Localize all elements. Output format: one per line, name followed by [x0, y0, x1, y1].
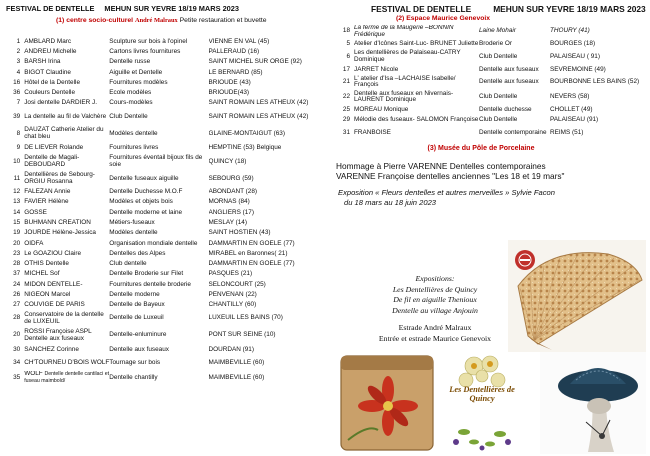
table-row — [6, 218, 324, 228]
exhibitor-table-left — [6, 37, 324, 385]
row-activity: Dentelle russe — [109, 58, 151, 66]
row-name: Dentelle de Magali-DEBOUDARD — [24, 154, 80, 169]
row-name: AMBLARD Marc — [24, 37, 72, 45]
table-row — [6, 249, 324, 259]
row-activity: Modèles dentelle — [109, 129, 158, 137]
table-row — [338, 65, 644, 75]
row-number: 36 — [13, 89, 21, 97]
row-number: 28 — [13, 314, 21, 322]
row-name: Le GOAZIOU Claire — [24, 249, 82, 257]
left-header-festival: FESTIVAL DE DENTELLE — [6, 4, 95, 13]
porcelain-medal-image — [514, 248, 536, 272]
row-number: 7 — [16, 99, 21, 107]
row-city: CHANTILLY (60) — [208, 301, 257, 309]
exhibitor-table-left-last — [6, 371, 324, 385]
section-3-title: (3) Musée du Pôle de Porcelaine — [427, 145, 535, 152]
estrade-line-2: Entrée et estrade Maurice Genevoix — [378, 333, 492, 343]
row-activity: Dentelle de Luxeuil — [109, 314, 164, 322]
row-activity: Sculpture sur bois à l'opinel — [109, 37, 188, 45]
row-city: HEMPTINE (53) Belgique — [208, 143, 282, 151]
row-activity: Métiers-fuseaux — [109, 218, 155, 226]
row-name: Atelier d'Icônes Saint-Luc- BRUNET Juliette — [354, 39, 479, 47]
row-name: Dentelle aux fuseaux en Nivernais-LAURENT Dominique — [354, 89, 454, 104]
row-activity: Dentelle aux fuseaux — [479, 65, 539, 73]
section-1-note: Petite restauration et buvette — [179, 17, 267, 24]
row-activity: Tournage sur bois — [109, 358, 161, 366]
table-row — [6, 171, 324, 187]
row-name: DAUZAT Catherie Atelier du chat bleu — [24, 126, 104, 141]
right-header — [371, 4, 644, 14]
row-city: ANGLIERS (17) — [208, 208, 254, 216]
table-row — [6, 301, 324, 311]
table-row — [338, 39, 644, 49]
row-number: 34 — [13, 358, 21, 366]
row-city: SAINT ROMAIN LES ATHEUX (42) — [208, 112, 309, 120]
row-activity: Aiguille et Dentelle — [109, 68, 163, 76]
row-number: 20 — [13, 331, 21, 339]
row-name: FRANBOISE — [354, 128, 391, 136]
row-city: MIRABEL en Baronnes( 21) — [208, 249, 288, 257]
row-number: 5 — [346, 39, 350, 47]
row-city: PALLERAUD (16) — [208, 47, 260, 55]
row-activity: Club Dentelle — [479, 116, 518, 124]
row-activity: Club Dentelle — [479, 92, 518, 100]
lace-hat-image — [540, 352, 646, 454]
table-row — [6, 208, 324, 218]
row-activity: Modèles dentelle — [109, 229, 158, 237]
row-name: Dentellières de Sebourg-ORGIU Rosanna — [24, 171, 95, 186]
row-city: GLAINE-MONTAIGUT (63) — [208, 129, 285, 137]
table-row — [338, 75, 644, 89]
table-row — [6, 47, 324, 57]
row-name: NIGEON Marcel — [24, 291, 71, 299]
row-number: 19 — [13, 229, 21, 237]
row-number: 11 — [13, 174, 21, 182]
row-name: FAVIER Hélène — [24, 198, 69, 206]
table-row — [338, 89, 644, 105]
estrade-block — [340, 323, 530, 344]
row-name: GOSSE — [24, 208, 47, 216]
row-city: SEVREMOINE (49) — [550, 65, 606, 73]
row-city: SAINT ROMAIN LES ATHEUX (42) — [208, 99, 309, 107]
row-city: MAIMBEVILLE (60) — [208, 373, 265, 381]
exhibitions-line: Expositions: — [415, 274, 455, 283]
logo-text: Les Dentellières de Quincy — [449, 385, 515, 403]
row-city: MAIMBEVILLE (60) — [208, 358, 265, 366]
row-name: Hôtel de la Dentelle — [24, 78, 80, 86]
section-1-number: (1) — [56, 17, 65, 24]
row-name: SANCHEZ Corinne — [24, 345, 79, 353]
exposition-line-2: du 18 mars au 18 juin 2023 — [344, 197, 437, 207]
row-number: 25 — [342, 106, 350, 114]
exhibitions-line: De fil en aiguille Thenioux — [393, 295, 477, 305]
row-city: VIENNE EN VAL (45) — [208, 37, 270, 45]
row-activity: Fournitures livres — [109, 143, 159, 151]
table-row — [338, 49, 644, 65]
row-name: Couleurs Dentelle — [24, 89, 76, 97]
row-number: 15 — [13, 218, 21, 226]
embroidered-bag-image — [338, 350, 436, 454]
exposition-line-1: Exposition « Fleurs dentelles et autres merveilles » Sylvie Facon — [338, 188, 555, 197]
table-row — [6, 125, 324, 143]
row-city: MORNAS (84) — [208, 198, 250, 206]
row-name — [24, 371, 109, 385]
row-number: 16 — [13, 78, 21, 86]
row-number: 2 — [16, 47, 21, 55]
table-row — [6, 198, 324, 208]
table-row — [6, 327, 324, 345]
table-row — [338, 126, 644, 140]
row-number: 22 — [342, 92, 350, 100]
row-name: BARSH Irina — [24, 58, 61, 66]
row-number: 26 — [13, 291, 21, 299]
exhibitor-table-right — [338, 25, 644, 140]
row-activity: Dentelle aux fuseaux — [479, 77, 539, 85]
right-column — [338, 4, 644, 207]
row-activity: Dentelle moderne — [109, 291, 160, 299]
row-activity: Modèles et objets bois — [109, 198, 173, 206]
row-city: SAINT HOSTIEN (43) — [208, 229, 271, 237]
table-row — [6, 99, 324, 109]
row-activity: Club Dentelle — [479, 52, 518, 60]
row-number: 13 — [13, 198, 21, 206]
row-name: OIDFA — [24, 239, 44, 247]
row-activity: Club dentelle — [109, 260, 147, 268]
row-city: THOURY (41) — [550, 27, 590, 35]
row-city: DOURDAN (91) — [208, 345, 254, 353]
row-activity: Ecole modèles — [109, 89, 152, 97]
row-city: PONT SUR SEINE (10) — [208, 331, 276, 339]
row-number: 4 — [16, 68, 21, 76]
dentellieres-quincy-logo — [444, 352, 520, 452]
table-row — [6, 68, 324, 78]
hat-drawing — [540, 352, 646, 454]
table-row — [6, 345, 324, 355]
row-activity: Laine Mohair — [479, 27, 516, 35]
row-number: 35 — [13, 373, 21, 381]
row-activity: Dentelles des Alpes — [109, 249, 166, 257]
row-city: MESLAY (14) — [208, 218, 247, 226]
row-name: COUVIGE DE PARIS — [24, 301, 85, 309]
row-city: SEBOURG (59) — [208, 174, 254, 182]
row-city: BRIOUDE(43) — [208, 89, 249, 97]
table-row — [6, 280, 324, 290]
table-row — [6, 355, 324, 371]
row-activity: Dentelle aux fuseaux — [109, 345, 169, 353]
row-city: BOURGES (18) — [550, 39, 596, 47]
row-name: OTHIS Dentelle — [24, 260, 69, 268]
row-activity: Fournitures dentelle broderie — [109, 280, 191, 288]
row-number: 24 — [13, 280, 21, 288]
row-city: REIMS (51) — [550, 128, 584, 136]
row-name: L' atelier d'Isa –LACHAISE Isabelle/ François — [354, 75, 456, 89]
row-number: 6 — [346, 52, 350, 60]
row-number: 37 — [13, 270, 21, 278]
row-city: BOURBONNE LES BAINS (52) — [550, 77, 640, 85]
row-city: SELONCOURT (25) — [208, 280, 266, 288]
row-city: PALAISEAU (91) — [550, 116, 599, 124]
row-number: 21 — [342, 77, 350, 85]
table-row — [6, 259, 324, 269]
row-name: La dentelle au fil de Valchère — [24, 112, 107, 120]
row-name: ANDREU Michelle — [24, 47, 77, 55]
row-city: DAMMARTIN EN GOELE (77) — [208, 239, 295, 247]
row-city: PENVENAN (22) — [208, 291, 257, 299]
table-row — [6, 37, 324, 47]
exhibitor-table-left-body — [6, 37, 324, 371]
exhibitions-list — [340, 274, 530, 316]
row-city: CHOLLET (49) — [550, 106, 593, 114]
row-number: 20 — [13, 239, 21, 247]
row-activity: Fournitures modèles — [109, 78, 168, 86]
row-city: PALAISEAU ( 91) — [550, 52, 600, 60]
row-name: JOURDE Hélène-Jessica — [24, 229, 96, 237]
left-header-date: MEHUN SUR YEVRE 18/19 MARS 2023 — [104, 4, 240, 13]
row-activity: Organisation mondiale dentelle — [109, 239, 198, 247]
row-name: Mélodie des fuseaux- SALOMON Françoise — [354, 116, 479, 124]
row-name-main: WOLF — [24, 371, 43, 378]
row-number: 8 — [16, 129, 21, 137]
row-name-small: Dentelle dentelle cantilaci et fuseau maimbold/ — [24, 371, 110, 385]
row-number: 14 — [13, 208, 21, 216]
row-number: 29 — [342, 116, 350, 124]
row-name: DE LIEVER Rolande — [24, 143, 84, 151]
row-activity: Dentelle duchesse — [479, 106, 532, 114]
table-row — [6, 88, 324, 98]
section-1-place: André Malraux — [134, 17, 178, 24]
row-activity: Dentelle Duchesse M.O.F — [109, 188, 183, 196]
row-number: 23 — [13, 249, 21, 257]
table-row — [6, 143, 324, 153]
table-row — [6, 153, 324, 171]
row-number: 18 — [342, 27, 350, 35]
table-row — [6, 109, 324, 125]
exhibitor-table-right-body — [338, 25, 644, 140]
table-row — [6, 187, 324, 197]
row-number: 27 — [13, 301, 21, 309]
estrade-line-1: Estrade André Malraux — [398, 323, 472, 332]
left-header — [6, 4, 324, 13]
row-city: QUINCY (18) — [208, 157, 247, 165]
row-activity: Broderie Or — [479, 39, 513, 47]
row-name: La ferme de la Maugerie –BONNIN Frédérique — [354, 25, 454, 38]
row-name: CH'TOURNEU D'BOIS WOLF — [24, 358, 110, 366]
right-header-festival: FESTIVAL DE DENTELLE — [371, 4, 472, 14]
row-name: MOREAU Monique — [354, 106, 409, 114]
table-row — [6, 311, 324, 327]
row-name: BUHMANN CREATION — [24, 218, 91, 226]
row-activity: Dentelle fuseaux aiguille — [109, 174, 179, 182]
section-2-title: (2) Espace Maurice Genevoix — [396, 15, 491, 22]
row-activity: Cartons livres fournitures — [109, 47, 181, 55]
row-number: 30 — [13, 345, 21, 353]
table-row — [6, 58, 324, 68]
row-number: 1 — [16, 37, 21, 45]
row-city: LUXEUIL LES BAINS (70) — [208, 314, 283, 322]
right-header-date: MEHUN SUR YEVRE 18/19 MARS 2023 — [493, 4, 646, 14]
row-city: PASQUES (21) — [208, 270, 253, 278]
row-name: FALEZAN Annie — [24, 188, 71, 196]
row-number: 3 — [16, 58, 21, 66]
row-city: ABONDANT (28) — [208, 188, 258, 196]
hommage-line-1: Hommage à Pierre VARENNE Dentelles contemporaines — [336, 161, 546, 171]
table-row — [6, 239, 324, 249]
row-name: Josi dentelle DARDIER J. — [24, 99, 98, 107]
row-number: 28 — [13, 260, 21, 268]
table-row — [338, 25, 644, 39]
exhibitions-line: Les Dentellières de Quincy — [392, 284, 478, 294]
table-row — [6, 270, 324, 280]
row-name: JARRET Nicole — [354, 65, 399, 73]
row-name: ROSSI Françoise ASPL Dentelle aux fuseaux — [24, 328, 92, 342]
row-activity: Dentelle de Bayeux — [109, 301, 165, 309]
exhibitions-line: Dentelle au village Anjouin — [392, 305, 478, 315]
row-activity: Fournitures éventail bijoux fils de soie — [109, 154, 203, 169]
row-number: 39 — [13, 112, 21, 120]
row-city: LE BERNARD (85) — [208, 68, 263, 76]
bag-drawing — [338, 350, 436, 454]
row-activity: Cours-modèles — [109, 99, 153, 107]
row-name: Les dentellières de Palaiseau-CATRY Dominique — [354, 49, 461, 64]
table-row — [338, 116, 644, 126]
table-row — [6, 290, 324, 300]
row-name: Conservatoire de la dentelle de LUXEUIL — [24, 311, 104, 325]
table-row — [338, 105, 644, 115]
hommage-line-2: VARENNE Françoise dentelles anciennes "Les 18 et 19 mars" — [336, 170, 565, 181]
row-number: 12 — [13, 188, 21, 196]
table-row — [6, 229, 324, 239]
left-column — [6, 4, 324, 385]
row-activity: Dentelle contemporaine — [479, 128, 547, 136]
row-name: MIDON DENTELLE- — [24, 280, 83, 288]
row-city: BRIOUDE (43) — [208, 78, 251, 86]
medal-icon — [514, 248, 536, 272]
row-activity: Club Dentelle — [109, 112, 148, 120]
row-activity: Dentelle moderne et laine — [109, 208, 183, 216]
hommage-block — [336, 162, 644, 181]
row-name: BIGOT Claudine — [24, 68, 71, 76]
section-1-title — [56, 17, 324, 24]
row-number: 9 — [16, 143, 21, 151]
table-row — [6, 371, 324, 385]
exposition-block — [338, 188, 644, 207]
row-number: 17 — [342, 65, 350, 73]
row-number: 10 — [13, 157, 21, 165]
row-activity: Dentelle-enluminure — [109, 331, 167, 339]
row-name: MICHEL Sof — [24, 270, 60, 278]
row-city: NEVERS (58) — [550, 92, 590, 100]
row-city: DAMMARTIN EN GOELE (77) — [208, 260, 295, 268]
table-row — [6, 78, 324, 88]
row-activity: Dentelle Broderie sur Filet — [109, 270, 184, 278]
row-activity: Dentelle chantilly — [109, 373, 158, 381]
row-number: 31 — [342, 128, 350, 136]
section-1-name: centre socio-culturel — [66, 17, 134, 24]
row-city: SAINT MICHEL SUR ORGE (92) — [208, 58, 302, 66]
